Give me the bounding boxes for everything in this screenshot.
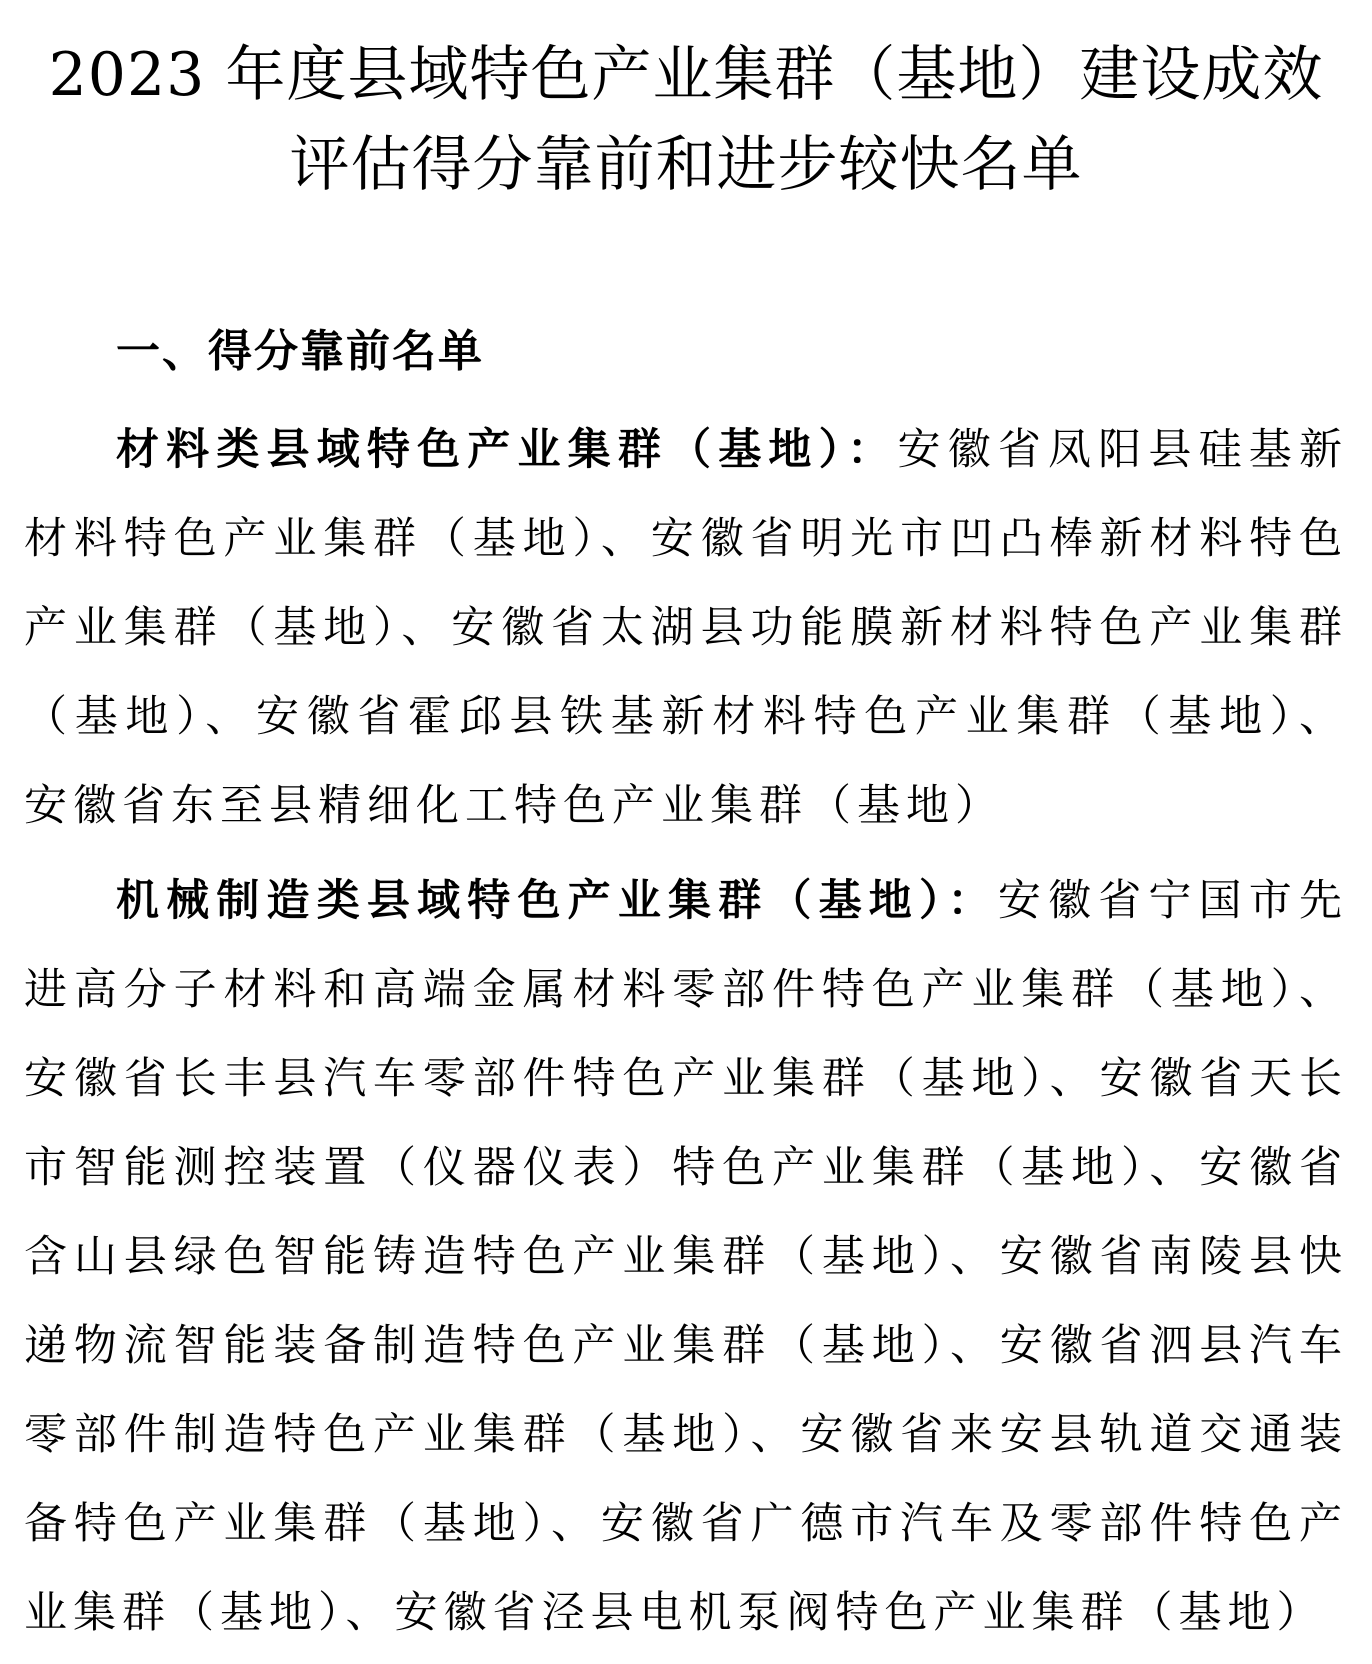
machinery-category-label: 机械制造类县域特色产业集群（基地）： — [116, 876, 998, 926]
machinery-category-list: 安徽省宁国市先进高分子材料和高端金属材料零部件特色产业集群（基地）、安徽省长丰县汽车零部件特色产业集群（基地）、安徽省天长市智能测控装置（仪器仪表）特色产业集群（基地）、安徽省含山县绿色智能铸造特色产业集群（基地）、安徽省南陵县快递物流智能装备制造特色产业集群（基地）、安徽省泗县汽车零部件制造特色产业集群（基地）、安徽省来安县轨道交通装备特色产业集群（基地）、安徽省广德市汽车及零部件特色产业集群（基地）、安徽省泾县电机泵阀特色产业集群（基地） — [24, 876, 1348, 1638]
section-heading: 一、得分靠前名单 — [116, 326, 484, 377]
materials-category-paragraph — [24, 406, 1348, 851]
materials-category-label: 材料类县域特色产业集群（基地）： — [116, 425, 898, 475]
machinery-category-paragraph — [24, 857, 1348, 1658]
materials-category-list: 安徽省凤阳县硅基新材料特色产业集群（基地）、安徽省明光市凹凸棒新材料特色产业集群（基地）、安徽省太湖县功能膜新材料特色产业集群（基地）、安徽省霍邱县铁基新材料特色产业集群（基地）、安徽省东至县精细化工特色产业集群（基地） — [24, 425, 1348, 831]
document-title — [24, 30, 1348, 210]
document-title-line-1: 2023 年度县域特色产业集群（基地）建设成效 — [48, 40, 1324, 110]
document-title-line-2: 评估得分靠前和进步较快名单 — [289, 130, 1083, 200]
